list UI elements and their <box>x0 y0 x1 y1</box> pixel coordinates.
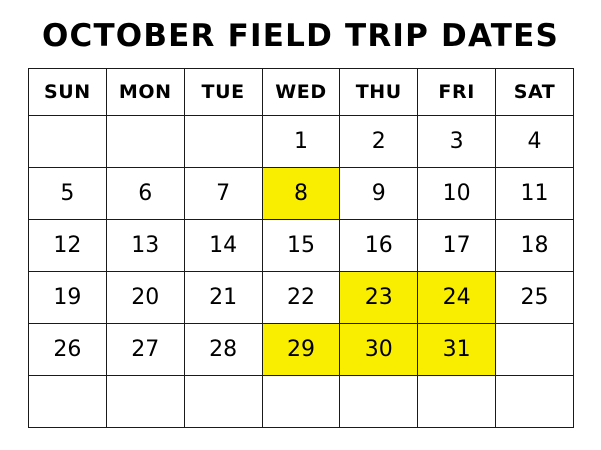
calendar-cell-empty <box>418 376 496 428</box>
calendar-day-cell[interactable]: 7 <box>184 168 262 220</box>
calendar-header-wed: WED <box>262 69 340 116</box>
calendar-day-cell[interactable]: 24 <box>418 272 496 324</box>
calendar-day-cell[interactable]: 11 <box>496 168 574 220</box>
calendar-day-cell[interactable]: 18 <box>496 220 574 272</box>
calendar-header-row <box>29 69 574 116</box>
calendar-week-row <box>29 116 574 168</box>
calendar-header-sun: SUN <box>29 69 107 116</box>
calendar-day-cell[interactable]: 4 <box>496 116 574 168</box>
calendar-day-cell[interactable]: 12 <box>29 220 107 272</box>
calendar-day-cell[interactable]: 14 <box>184 220 262 272</box>
calendar-cell-empty <box>106 116 184 168</box>
calendar-day-cell[interactable]: 6 <box>106 168 184 220</box>
calendar-cell-empty <box>184 116 262 168</box>
calendar-header-tue: TUE <box>184 69 262 116</box>
calendar-cell-empty <box>29 376 107 428</box>
calendar-day-cell[interactable]: 10 <box>418 168 496 220</box>
calendar-header-sat: SAT <box>496 69 574 116</box>
calendar-body <box>29 116 574 428</box>
calendar-day-cell[interactable]: 17 <box>418 220 496 272</box>
calendar-cell-empty <box>496 324 574 376</box>
calendar-day-cell[interactable]: 20 <box>106 272 184 324</box>
calendar-week-row <box>29 220 574 272</box>
calendar-cell-empty <box>340 376 418 428</box>
calendar-week-row <box>29 376 574 428</box>
calendar-day-cell[interactable]: 25 <box>496 272 574 324</box>
calendar-header-mon: MON <box>106 69 184 116</box>
calendar-header-thu: THU <box>340 69 418 116</box>
page-title: OCTOBER FIELD TRIP DATES <box>41 18 560 54</box>
calendar-day-cell[interactable]: 19 <box>29 272 107 324</box>
calendar-header-row-group <box>29 69 574 116</box>
calendar-day-cell[interactable]: 13 <box>106 220 184 272</box>
calendar-day-cell[interactable]: 27 <box>106 324 184 376</box>
calendar-container <box>28 68 574 428</box>
calendar-day-cell[interactable]: 29 <box>262 324 340 376</box>
calendar-day-cell[interactable]: 5 <box>29 168 107 220</box>
calendar-day-cell[interactable]: 28 <box>184 324 262 376</box>
calendar-day-cell[interactable]: 8 <box>262 168 340 220</box>
calendar-header-fri: FRI <box>418 69 496 116</box>
calendar-day-cell[interactable]: 22 <box>262 272 340 324</box>
calendar-day-cell[interactable]: 23 <box>340 272 418 324</box>
calendar-week-row <box>29 168 574 220</box>
calendar-day-cell[interactable]: 26 <box>29 324 107 376</box>
calendar-day-cell[interactable]: 15 <box>262 220 340 272</box>
calendar-cell-empty <box>29 116 107 168</box>
calendar-day-cell[interactable]: 1 <box>262 116 340 168</box>
calendar-cell-empty <box>496 376 574 428</box>
calendar-table <box>28 68 574 428</box>
calendar-week-row <box>29 272 574 324</box>
calendar-cell-empty <box>262 376 340 428</box>
calendar-day-cell[interactable]: 9 <box>340 168 418 220</box>
calendar-day-cell[interactable]: 31 <box>418 324 496 376</box>
calendar-week-row <box>29 324 574 376</box>
calendar-day-cell[interactable]: 21 <box>184 272 262 324</box>
calendar-cell-empty <box>106 376 184 428</box>
calendar-cell-empty <box>184 376 262 428</box>
calendar-day-cell[interactable]: 16 <box>340 220 418 272</box>
calendar-day-cell[interactable]: 3 <box>418 116 496 168</box>
calendar-day-cell[interactable]: 2 <box>340 116 418 168</box>
calendar-day-cell[interactable]: 30 <box>340 324 418 376</box>
